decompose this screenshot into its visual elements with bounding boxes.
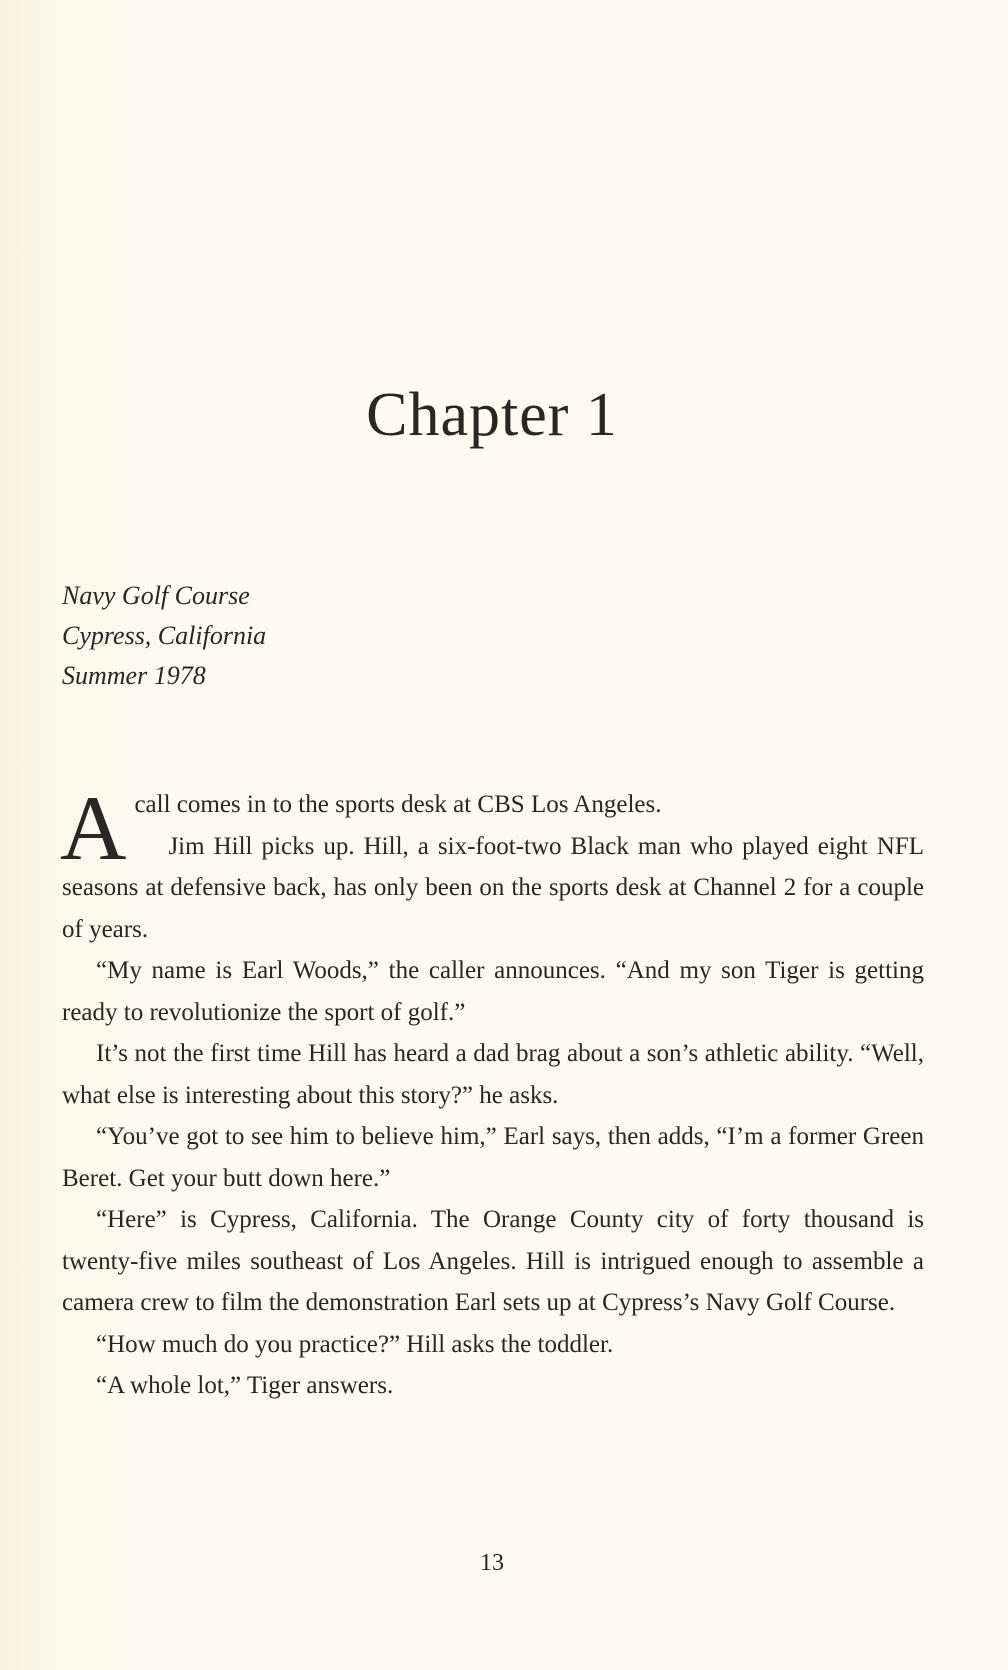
paragraph: Jim Hill picks up. Hill, a six-foot-two Black man who played eight NFL seasons at defensive back, has only been on the sports desk at Channel 2 for a couple of years.	[62, 832, 924, 943]
paragraph-text: call comes in to the sports desk at CBS Los Angeles.	[134, 791, 662, 818]
dateline-city: Cypress, California	[62, 621, 267, 650]
dateline-location: Navy Golf Course	[62, 581, 250, 610]
paragraph: “My name is Earl Woods,” the caller announces. “And my son Tiger is getting ready to revolutionize the sport of golf.”	[62, 957, 924, 1026]
paragraph: It’s not the first time Hill has heard a dad brag about a son’s athletic ability. “Well, what else is interesting about this story?” he asks.	[62, 1040, 924, 1109]
paragraph: “You’ve got to see him to believe him,” Earl says, then adds, “I’m a former Green Beret. Get your butt down here.”	[62, 1123, 924, 1192]
dateline	[62, 576, 266, 696]
chapter-body	[60, 777, 924, 1407]
page-number: 13	[480, 1550, 504, 1576]
paragraph	[60, 777, 924, 879]
chapter-title: Chapter 1	[366, 381, 618, 449]
paragraph: “A whole lot,” Tiger answers.	[96, 1372, 394, 1399]
paragraph: “Here” is Cypress, California. The Orange County city of forty thousand is twenty-five miles southeast of Los Angeles. Hill is intrigued enough to assemble a camera crew to film the demonstration Earl sets up at Cypress’s Navy Golf Course.	[62, 1206, 924, 1316]
paragraph: “How much do you practice?” Hill asks the toddler.	[96, 1330, 614, 1358]
drop-cap: A	[60, 777, 127, 879]
dateline-date: Summer 1978	[62, 661, 206, 690]
